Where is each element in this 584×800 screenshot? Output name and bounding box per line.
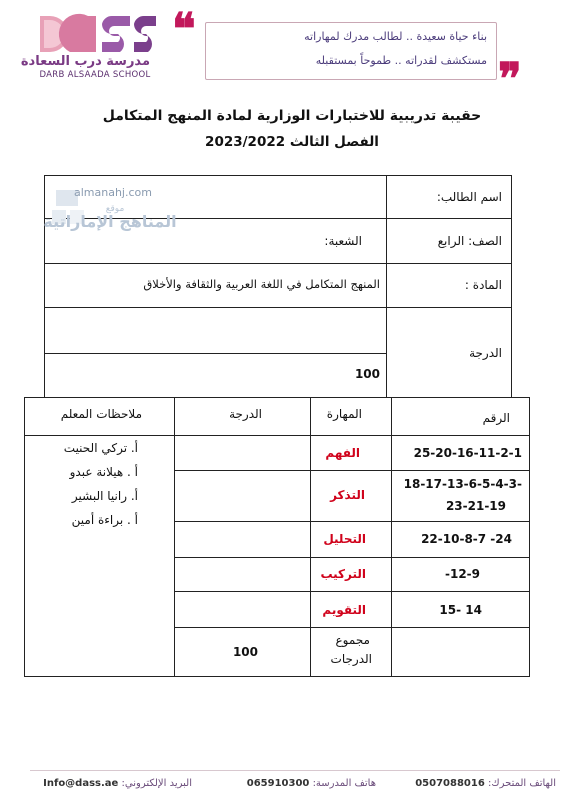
document-subtitle: الفصل الثالث 2023/2022 — [205, 134, 379, 150]
footer-school-phone-number: 065910300 — [246, 778, 310, 789]
skills-table — [24, 397, 530, 677]
row-4-numbers: 12-9- — [444, 567, 480, 581]
footer-mobile — [415, 778, 556, 789]
quote-line-1: بناء حياة سعيدة .. لطالب مدرك لمهاراته — [304, 30, 487, 43]
header-grade: الدرجة — [229, 407, 262, 421]
footer-email — [43, 778, 192, 789]
quote-line-2: مستكشف لقدراته .. طموحاً بمستقبله — [315, 54, 487, 67]
footer-mobile-number: 0507088016 — [415, 778, 485, 789]
subject-label: المادة : — [464, 278, 502, 292]
footer-school-phone-label: هاتف المدرسة: — [312, 778, 376, 789]
class-label: الصف: الرابع — [437, 234, 502, 248]
total-label-line-1: مجموع — [335, 633, 370, 647]
row-1-numbers: 25-20-16-11-2-1 — [413, 446, 522, 460]
row-4-skill: التركيب — [320, 567, 366, 581]
footer-email-label: البريد الإلكتروني: — [121, 778, 192, 789]
logo-arabic-name: مدرسة درب السعادة — [20, 54, 150, 69]
header-teacher-notes: ملاحظات المعلم — [60, 407, 142, 421]
quote-open-mark: ❝ — [172, 4, 196, 55]
quote-close-mark: ❞ — [498, 54, 522, 105]
document-title: حقيبة تدريبية للاختبارات الوزارية لمادة المنهج المتكامل — [102, 108, 482, 124]
footer-school-phone — [247, 778, 376, 789]
total-value: 100 — [232, 645, 258, 659]
row-3-skill: التحليل — [323, 532, 366, 546]
teacher-3: أ. رانيا البشير — [71, 489, 138, 503]
watermark-small-text: موقع — [105, 204, 125, 214]
row-1-skill: الفهم — [325, 446, 360, 460]
total-label-line-2: الدرجات — [330, 652, 372, 666]
row-2-skill: التذكر — [330, 488, 365, 502]
teacher-1: أ. تركي الحنيت — [63, 441, 138, 455]
row-2-numbers: -18-17-13-6-5-4-3 — [403, 477, 522, 491]
header-number: الرقم — [482, 411, 510, 425]
logo-english-name: DARB ALSAADA SCHOOL — [39, 70, 151, 80]
header-skill: المهارة — [326, 407, 362, 421]
row-5-skill: التقويم — [322, 603, 366, 617]
watermark-big-text: المناهج الإماراتية — [43, 212, 177, 231]
subject-value: المنهج المتكامل في اللغة العربية والثقافة والأخلاق — [143, 277, 380, 291]
footer-divider — [30, 770, 560, 771]
footer-email-address[interactable]: Info@dass.ae — [43, 778, 119, 789]
row-2-numbers-cont: 23-21-19 — [445, 499, 506, 513]
score-total: 100 — [354, 367, 380, 381]
row-5-numbers: 14 -15 — [439, 603, 482, 617]
teacher-2: أ . هيلانة عبدو — [69, 465, 138, 479]
student-name-label: اسم الطالب: — [436, 190, 502, 204]
score-label: الدرجة — [469, 346, 502, 360]
row-3-numbers: 24- 22-10-8-7 — [421, 532, 512, 546]
footer-mobile-label: الهاتف المتحرك: — [487, 778, 556, 789]
section-label: الشعبة: — [324, 234, 362, 248]
teacher-4: أ . براءة أمين — [71, 513, 138, 527]
watermark-site: almanahj.com — [74, 186, 152, 199]
